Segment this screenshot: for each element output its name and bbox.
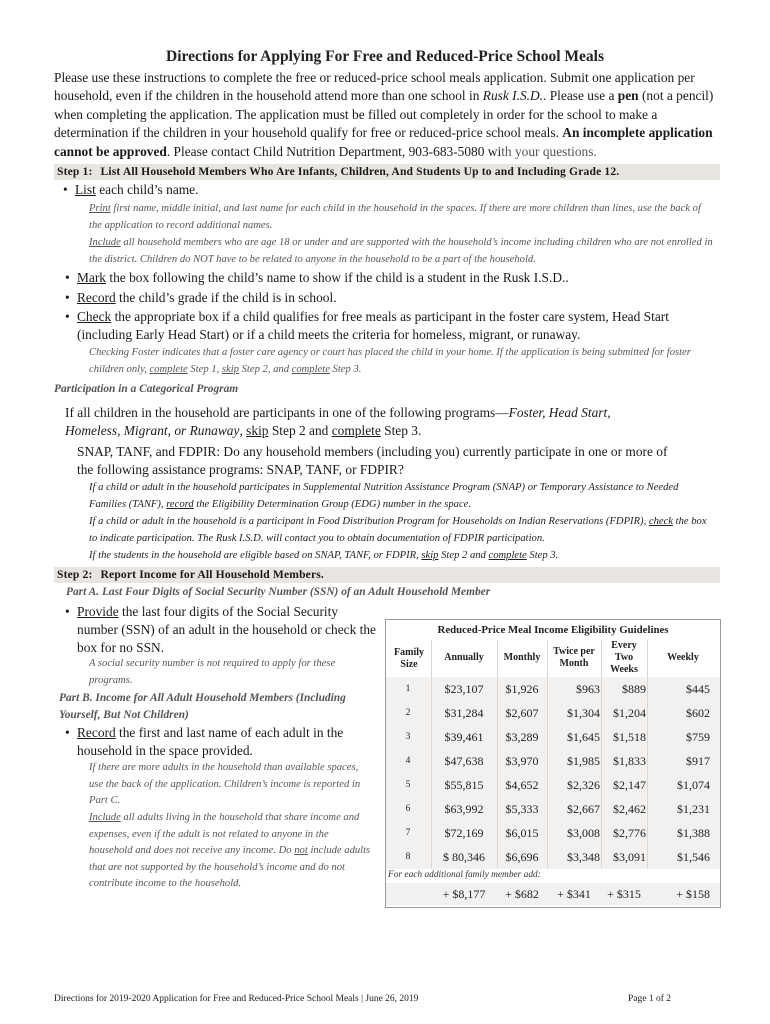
cell-monthly: $1,926 <box>505 682 539 696</box>
cell-twice-month: $2,667 <box>567 802 600 816</box>
keyword: complete <box>291 363 330 375</box>
cell-two-weeks: $1,204 <box>613 706 646 720</box>
bullet-check <box>65 308 677 344</box>
snap-question: SNAP, TANF, and FDPIR: Do any household members (including you) currently participate in one or more of the following assistance programs: SNAP, TANF, or FDPIR? <box>77 444 668 477</box>
intro-text: . Please use a <box>543 88 618 104</box>
cell-monthly: $4,652 <box>505 778 539 792</box>
keyword: skip <box>221 363 239 375</box>
note-text: Children’s income is reported in Part C. <box>89 778 361 806</box>
table-divider <box>497 640 498 868</box>
keyword: Record <box>77 725 116 740</box>
note-snap <box>89 480 715 513</box>
keyword: Check <box>77 309 112 324</box>
keyword: complete <box>488 550 527 561</box>
footer-left: Directions for 2019-2020 Application for Free and Reduced-Price School Meals | June 26, 2019 <box>54 994 419 1004</box>
keyword: not <box>294 845 308 856</box>
cell-family-size: 5 <box>405 780 411 790</box>
cell-add-two-weeks: + $315 <box>607 887 641 901</box>
cell-annually: $47,638 <box>444 754 484 768</box>
cell-family-size: 8 <box>405 852 411 862</box>
note-fdpir <box>89 514 715 547</box>
additional-member-label: For each additional family member add: <box>388 870 541 880</box>
cell-weekly: $759 <box>686 730 710 744</box>
note-more-adults <box>89 760 371 810</box>
step1-header <box>54 164 720 180</box>
body-text: , <box>239 423 247 438</box>
table-row <box>386 821 720 845</box>
bullet-list-names <box>63 181 715 199</box>
note-text: first name, middle initial, and last name for each child in the household in the spaces. If there are more children than lines, use the back of the application to record additional names. <box>89 203 701 231</box>
cell-weekly: $1,231 <box>677 802 710 816</box>
keyword: Include <box>89 237 121 248</box>
cell-annually: $23,107 <box>444 682 484 696</box>
step1-title: List All Household Members Who Are Infants, Children, And Students Up to and Including Grade 12. <box>100 165 620 178</box>
note-text: If a child or adult in the household participates in Supplemental Nutrition Assistance Program (SNAP) or Temporary Assistance to Needed Families (TANF), <box>89 482 679 510</box>
body-text: If all children in the household are participants in one of the following programs— <box>65 405 509 420</box>
cell-monthly: $3,289 <box>505 730 539 744</box>
cell-monthly: $2,607 <box>505 706 539 720</box>
table-row <box>386 773 720 797</box>
cell-add-twice-month: + $341 <box>557 887 591 901</box>
table-divider <box>647 640 648 868</box>
body-text: Step 3. <box>380 423 422 438</box>
note-text: If a child or adult in the household is a participant in Food Distribution Program for Households on Indian Reservations (FDPIR), <box>89 516 649 527</box>
th-family-size: Family Size <box>394 647 424 670</box>
district-name: Rusk I.S.D. <box>482 88 544 104</box>
bullet-icon: • <box>65 270 70 285</box>
table-title: Reduced-Price Meal Income Eligibility Guidelines <box>437 624 669 636</box>
cell-add-weekly: + $158 <box>676 887 710 901</box>
note-text: the Eligibility Determination Group (EDG) number in the space. <box>193 498 472 510</box>
keyword: Include <box>89 812 121 823</box>
keyword: skip <box>421 550 439 561</box>
cell-annually: $ 80,346 <box>443 850 485 864</box>
cell-two-weeks: $2,147 <box>613 778 646 792</box>
note-text: Step 2 and <box>438 550 489 561</box>
keyword: complete <box>331 423 381 438</box>
pen-emphasis: pen <box>617 88 639 104</box>
note-text: If there are more adults in the household than available spaces, use the back of the application. <box>89 762 359 790</box>
keyword: record <box>166 498 194 510</box>
note-foster <box>89 345 715 378</box>
body-text: Step 2 and <box>268 423 332 438</box>
th-every-two-weeks: Every Two Weeks <box>610 640 638 675</box>
cell-twice-month: $3,008 <box>567 826 600 840</box>
cell-annually: $72,169 <box>444 826 484 840</box>
keyword: Mark <box>77 270 107 285</box>
cell-family-size: 1 <box>405 684 411 694</box>
page-number: Page 1 of 2 <box>628 994 672 1004</box>
keyword: List <box>75 182 96 197</box>
cell-family-size: 4 <box>405 756 411 766</box>
table-divider <box>431 640 432 868</box>
categorical-heading: Participation in a Categorical Program <box>54 383 239 395</box>
cell-two-weeks: $3,091 <box>613 850 646 864</box>
cell-weekly: $602 <box>686 706 710 720</box>
bullet-icon: • <box>65 725 70 740</box>
cell-family-size: 7 <box>405 828 411 838</box>
note-text: Step 1, <box>187 363 222 375</box>
bullet-text: the first and last name of each adult in the household in the space provided. <box>77 725 344 758</box>
cell-two-weeks: $2,462 <box>613 802 646 816</box>
bullet-text: each child’s name. <box>95 182 199 197</box>
step2-title: Report Income for All Household Members. <box>100 568 324 581</box>
cell-add-annually: + $8,177 <box>442 887 486 901</box>
cell-twice-month: $1,304 <box>567 706 600 720</box>
bullet-icon: • <box>65 309 70 324</box>
intro-text: Please use these instructions to complete the free or reduced-price school meals application. Submit one application per household, even if the children in the household attend more than one school in <box>54 70 695 104</box>
table-row <box>386 677 720 701</box>
cell-annually: $63,992 <box>444 802 484 816</box>
note-text: all adults living in the household that share income and expenses, even if the adult is not related to anyone in the household and does not receive any income. Do <box>89 812 360 856</box>
bullet-text: the last four digits of the Social Security number (SSN) of an adult in the household or check the box for no SSN. <box>77 604 376 655</box>
cell-weekly: $445 <box>686 682 710 696</box>
intro-text: . Please contact Child Nutrition Department, 903-683-5080 wi <box>166 143 502 159</box>
cell-two-weeks: $2,776 <box>613 826 646 840</box>
cell-monthly: $3,970 <box>505 754 539 768</box>
cell-annually: $31,284 <box>444 706 484 720</box>
cell-family-size: 3 <box>405 732 411 742</box>
note-include <box>89 235 715 268</box>
table-row <box>386 797 720 821</box>
bullet-text: the box following the child’s name to show if the child is a student in the Rusk I.S.D.. <box>106 270 569 285</box>
income-guidelines-table <box>385 619 721 908</box>
bullet-record-grade <box>65 289 717 307</box>
intro-text: (not a pencil) when completing the application. The application must be filled out completely in order for the school to make a determination if the children in your household qualify for free or reduced-price school meals. <box>54 88 714 141</box>
cell-family-size: 2 <box>405 708 411 718</box>
partB-heading: Part B. Income for All Adult Household Members (Including Yourself, But Not Children) <box>59 692 346 721</box>
note-include-adults <box>89 810 371 893</box>
keyword: Provide <box>77 604 119 619</box>
bullet-record-adults <box>65 724 377 760</box>
keyword: check <box>648 516 673 527</box>
cell-monthly: $6,015 <box>505 826 539 840</box>
additional-member-row <box>386 883 720 905</box>
cell-twice-month: $963 <box>576 682 600 696</box>
note-text: Step 3. <box>329 363 362 375</box>
note-eligible <box>89 548 715 565</box>
table-divider <box>547 640 548 868</box>
page-title: Directions for Applying For Free and Reduced-Price School Meals <box>166 48 604 65</box>
cell-twice-month: $1,645 <box>567 730 600 744</box>
table-row <box>386 845 720 869</box>
note-text: Step 2, and <box>238 363 292 375</box>
incomplete-warning: An incomplete application cannot be approved <box>54 125 713 159</box>
keyword: skip <box>246 423 269 438</box>
step2-label: Step 2: <box>57 568 93 581</box>
note-text: include adults that are not supported by the household’s income and do not contribute income to the household. <box>89 845 371 889</box>
bullet-text: the child’s grade if the child is in school. <box>115 290 337 305</box>
keyword: Record <box>77 290 116 305</box>
th-weekly: Weekly <box>667 652 699 663</box>
th-annually: Annually <box>444 652 484 663</box>
intro-text-faded: th your questions. <box>501 143 597 159</box>
cell-family-size: 6 <box>405 804 411 814</box>
keyword: complete <box>149 363 188 375</box>
note-text: all household members who are age 18 or under and are supported with the household’s income including children who are not enrolled in the district. Children do NOT have to be related to anyone in the household to be a part of the household. <box>89 237 713 265</box>
note-text: Checking Foster indicates that a foster care agency or court has placed the child in your home. If the application is being submitted for foster children only, <box>89 347 691 375</box>
cell-monthly: $6,696 <box>505 850 539 864</box>
cell-twice-month: $2,326 <box>567 778 600 792</box>
cell-annually: $39,461 <box>444 730 484 744</box>
cell-weekly: $1,074 <box>677 778 710 792</box>
bullet-provide-ssn <box>65 603 377 657</box>
cell-twice-month: $3,348 <box>567 850 600 864</box>
note-text: If the students in the household are eligible based on SNAP, TANF, or FDPIR, <box>89 550 422 561</box>
note-text: Step 3. <box>526 550 559 561</box>
keyword: Print <box>89 203 111 214</box>
cell-weekly: $1,388 <box>677 826 710 840</box>
note-ssn: A social security number is not required to apply for these programs. <box>89 658 336 686</box>
cell-weekly: $1,546 <box>677 850 710 864</box>
bullet-icon: • <box>65 290 70 305</box>
step1-label: Step 1: <box>57 165 93 178</box>
note-print <box>89 201 715 234</box>
step2-header <box>54 567 720 583</box>
bullet-icon: • <box>65 604 70 619</box>
bullet-text: the appropriate box if a child qualifies for free meals as participant in the foster care system, Head Start (including Early Head Start) or if a child meets the criteria for homeless, migrant, or runaway. <box>77 309 669 342</box>
cell-two-weeks: $1,518 <box>613 730 646 744</box>
th-twice-month: Twice per Month <box>553 646 595 669</box>
table-row <box>386 701 720 725</box>
table-divider <box>601 640 602 868</box>
cell-monthly: $5,333 <box>505 802 539 816</box>
categorical-text <box>65 404 645 440</box>
cell-weekly: $917 <box>686 754 710 768</box>
intro-paragraph <box>54 69 722 161</box>
cell-twice-month: $1,985 <box>567 754 600 768</box>
bullet-icon: • <box>63 182 68 197</box>
bullet-mark <box>65 269 717 287</box>
th-monthly: Monthly <box>503 652 541 663</box>
program-list: Foster, Head Start, Homeless, Migrant, or Runaway <box>65 405 611 438</box>
cell-annually: $55,815 <box>444 778 484 792</box>
cell-two-weeks: $1,833 <box>613 754 646 768</box>
cell-two-weeks: $889 <box>622 682 646 696</box>
cell-add-monthly: + $682 <box>505 887 539 901</box>
table-row <box>386 725 720 749</box>
partA-heading: Part A. Last Four Digits of Social Security Number (SSN) of an Adult Household Member <box>66 586 491 598</box>
table-row <box>386 749 720 773</box>
note-text: the box to indicate participation. The Rusk I.S.D. will contact you to obtain documentation of FDPIR participation. <box>89 516 707 544</box>
